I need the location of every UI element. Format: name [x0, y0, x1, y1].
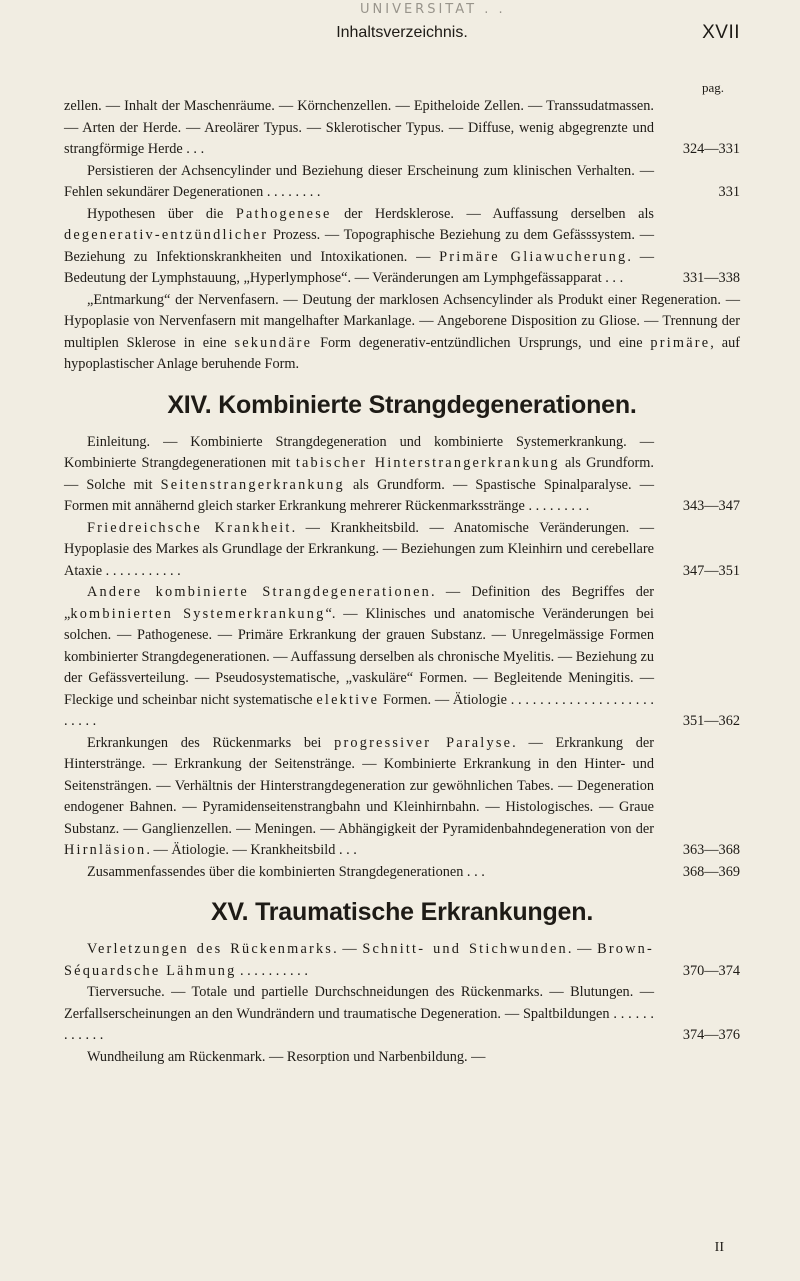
entry-pages: 363—368 [682, 842, 740, 858]
spaced-term: Brown-Séquardsche Lähmung [64, 941, 654, 979]
toc-content [64, 96, 740, 1068]
pag-label: pag. [701, 80, 724, 95]
entry-text: , auf hypoplastischer Anlage beruhende Form. [64, 334, 740, 372]
toc-entry [64, 204, 740, 290]
toc-entry [64, 290, 740, 376]
spaced-term: elektive [316, 691, 380, 708]
entry-text: als Grundform. — Solche mit [64, 455, 654, 493]
entry-pages: 324—331 [682, 141, 740, 157]
entry-text: Hypothesen über die [87, 205, 236, 222]
spaced-term: degenerativ-entzündlicher [64, 227, 269, 243]
entry-text: . — Erkrankung der Hinterstränge. — Erkrankung der Seitenstränge. — Kombinierte Erkrankung in den Hinter- und Seitensträngen. — Verhältnis der Hinterstrangdegeneration zur gewöhnlichen Tabes. — Degeneration endogener Bahnen. — Pyramidenseitenstrangbahn und Kleinhirnbahn. — Histologisches. — Graue Substanz. — Ganglienzellen. — Meningen. — Abhängigkeit der Pyramidenbahndegeneration von der [64, 734, 654, 837]
toc-entry [64, 1047, 740, 1069]
toc-entry [64, 862, 740, 884]
entry-pages: 347—351 [682, 562, 740, 579]
toc-entry [64, 939, 740, 982]
entry-text: . — Ätiologie. — Krankheitsbild . . . [146, 842, 357, 858]
entry-text: Zusammenfassendes über die kombinierten Strangdegenerationen . . . [87, 863, 485, 880]
spaced-term: Hirnläsion [64, 842, 147, 858]
entry-pages: 370—374 [682, 962, 740, 979]
spaced-term: Schnitt- und Stichwunden [362, 941, 568, 957]
entry-pages: 343—347 [682, 498, 740, 514]
entry-pages: 374—376 [682, 1027, 740, 1043]
spaced-term: Friedreichsche Krankheit [87, 519, 292, 536]
spaced-term: primäre [650, 334, 711, 351]
entry-text: . — Krankheitsbild. — Anatomische Veränderungen. — Hypoplasie des Markes als Grundlage der Erkrankung. — Beziehungen zum Kleinhirn und cerebellare Ataxie . . . . . . . . . . . [64, 519, 654, 579]
entry-text: Prozess. — Topographische Beziehung zu dem Gefässsystem. — Beziehung zu Infektionskrankheiten und Intoxikationen. — [64, 227, 654, 265]
entry-pages: 331 [718, 184, 740, 200]
entry-text: . . . . . . . . . . [236, 962, 308, 979]
page-header [64, 22, 740, 52]
entry-pages: 331—338 [682, 270, 740, 286]
entry-text: der Herdsklerose. — Auffassung derselben als [331, 205, 654, 222]
entry-text: Wundheilung am Rückenmark. — Resorption und Narbenbildung. — [87, 1048, 486, 1065]
section-heading: XIV. Kombinierte Strangdegenerationen. [167, 390, 637, 419]
signature-mark: II [714, 1240, 724, 1255]
entry-text: Formen. — Ätiologie . . . . . . . . . . . . . . . . . . . . . . . . . [64, 691, 654, 729]
entry-text: zellen. — Inhalt der Maschenräume. — Körnchenzellen. — Epitheloide Zellen. — Transsudatmassen. — Arten der Herde. — Areolärer Typus. — Sklerotischer Typus. — Diffuse, wenig abgegrenzte und strangförmige Herde . . . [64, 98, 654, 157]
entry-text: „Entmarkung“ der Nervenfasern. — Deutung der marklosen Achsencylinder als Produkt einer Regeneration. — Hypoplasie von Nervenfasern mit mangelhafter Markanlage. — Angeborene Disposition zu Gliose. — Trennung der multiplen Sklerose in eine [64, 291, 740, 351]
spaced-term: Pathogenese [235, 205, 332, 222]
toc-entry [64, 982, 740, 1047]
entry-text: . — [567, 941, 598, 957]
spaced-term: Seitenstrangerkrankung [160, 476, 345, 493]
entry-text: “. — Klinisches und anatomische Veränderungen bei solchen. — Pathogenese. — Primäre Erkrankung der grauen Substanz. — Unregelmässige Formen kombinierter Strangdegenerationen. — Auffassung derselben als chronische Myelitis. — Beziehung zu der Gefässverteilung. — Pseudosystematische, „vaskuläre“ Formen. — Begleitende Meningitis. — Fleckige und scheinbar nicht systematische [64, 605, 654, 708]
page-number-roman: XVII [702, 22, 740, 43]
toc-entry [64, 432, 740, 518]
spaced-term: Verletzungen des Rückenmarks [87, 941, 334, 957]
entry-text: Tierversuche. — Totale und partielle Durchschneidungen des Rückenmarks. — Blutungen. — Zerfallserscheinungen an den Wundrändern und traumatische Degeneration. — Spaltbildungen . . . . . . . . . . . . [64, 984, 654, 1043]
entry-pages: 351—362 [682, 713, 740, 729]
spaced-term: tabischer Hinterstrangerkrankung [295, 455, 560, 471]
spaced-term: progressiver Paralyse [334, 734, 513, 751]
entry-text: Persistieren der Achsencylinder und Beziehung dieser Erscheinung zum klinischen Verhalten. — Fehlen sekundärer Degenerationen . . . . . . . . [64, 162, 654, 200]
entry-text: . — [333, 941, 363, 957]
entry-pages: 368—369 [682, 863, 740, 880]
toc-entry [64, 518, 740, 583]
toc-entry [64, 582, 740, 733]
entry-text: Form degenerativ-entzündlichen Ursprungs, und eine [312, 334, 651, 351]
spaced-term: Primäre Gliawucherung [439, 248, 628, 265]
entry-text: Einleitung. — Kombinierte Strangdegeneration und kombinierte Systemerkrankung. — Kombinierte Strangdegenerationen mit [64, 433, 654, 471]
entry-text: als Grundform. — Spastische Spinalparalyse. — Formen mit annähernd gleich starker Erkrankung mehrerer Rückenmarksstränge . . . . . . . . . [64, 476, 655, 514]
library-stamp: UNIVERSITAT . . [360, 2, 506, 17]
entry-text: . — Bedeutung der Lymphstauung, „Hyperlymphose“. — Veränderungen am Lymphgefässapparat . . . [64, 248, 654, 286]
toc-entry [64, 96, 740, 161]
spaced-term: kombinierten Systemerkrankung [70, 605, 326, 622]
entry-text: . — Definition des Begriffes der „ [64, 584, 654, 622]
spaced-term: Andere kombinierte Strangdegenerationen [87, 584, 432, 600]
toc-entry [64, 733, 740, 862]
running-title: Inhaltsverzeichnis. [336, 24, 468, 41]
entry-text: Erkrankungen des Rückenmarks bei [87, 734, 335, 751]
section-heading: XV. Traumatische Erkrankungen. [210, 898, 594, 926]
spaced-term: sekundäre [234, 334, 313, 351]
toc-entry [64, 161, 740, 204]
